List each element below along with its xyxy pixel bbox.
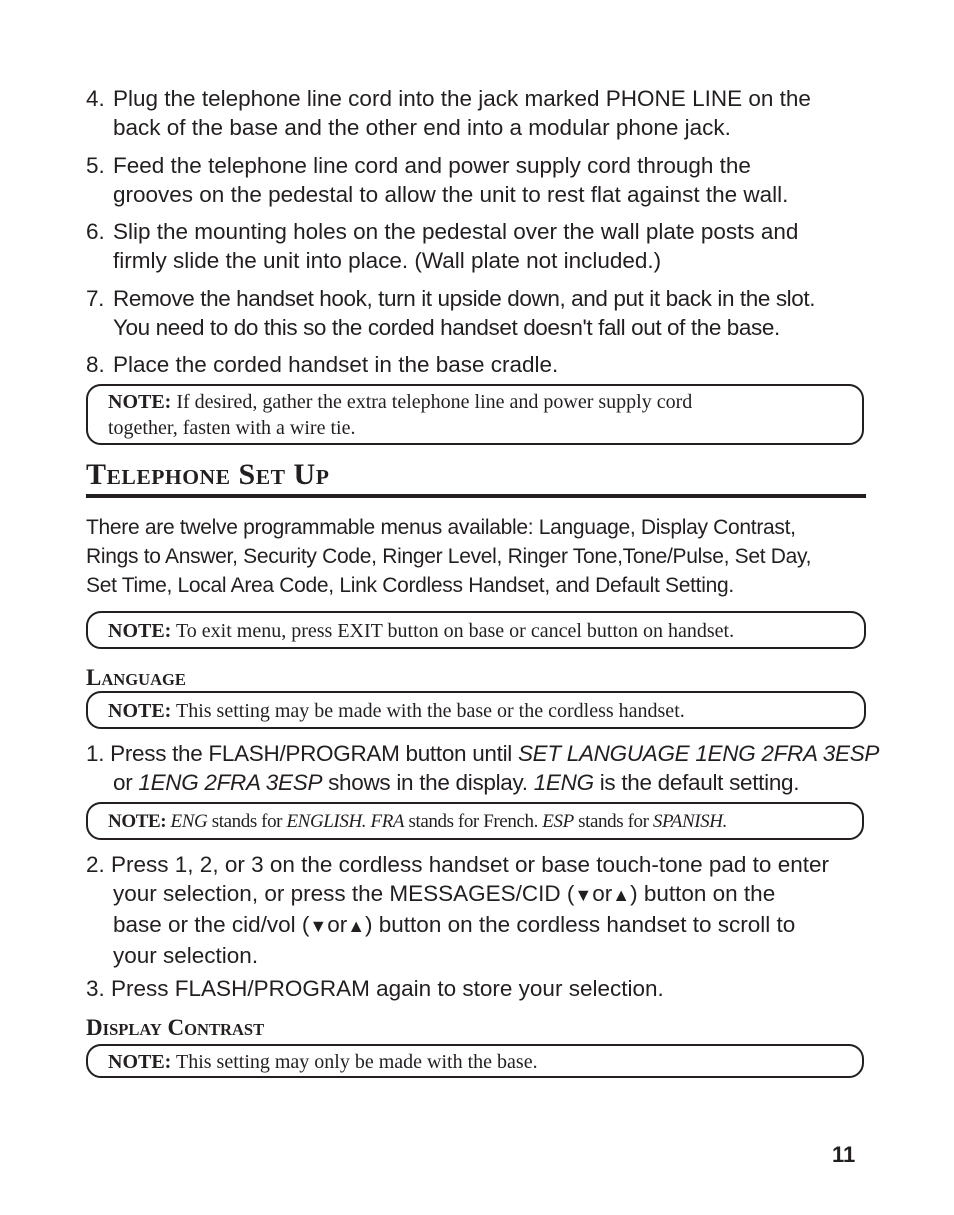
language-heading: LANGUAGE	[86, 665, 186, 690]
step-text: Place the corded handset in the base cradle.	[113, 352, 559, 377]
step-5	[86, 151, 886, 209]
step-text: firmly slide the unit into place. (Wall plate not included.)	[113, 248, 662, 273]
step-text: You need to do this so the corded handset doesn't fall out of the base.	[113, 315, 780, 340]
up-arrow-icon: ▲	[612, 885, 631, 905]
note-text: To exit menu, press EXIT button on base or cancel button on handset.	[175, 620, 735, 642]
note-label: NOTE:	[108, 700, 172, 722]
up-arrow-icon: ▲	[347, 916, 366, 936]
step-4	[86, 84, 886, 142]
note-box: NOTE: ENG stands for ENGLISH. FRA stands for French. ESP stands for SPANISH.	[86, 802, 864, 840]
note-label: NOTE:	[108, 1051, 172, 1073]
note-box	[86, 611, 866, 649]
step-text: Remove the handset hook, turn it upside down, and put it back in the slot.	[113, 286, 816, 311]
section-title: TELEPHONE SET UP	[86, 458, 866, 498]
note-text: This setting may be made with the base or the cordless handset.	[175, 700, 685, 722]
step-number: 8.	[86, 352, 105, 377]
down-arrow-icon: ▼	[309, 916, 328, 936]
note-box	[86, 384, 864, 445]
intro-paragraph: There are twelve programmable menus available: Language, Display Contrast, Rings to Answer, Security Code, Ringer Level, Ringer Tone,Tone/Pulse, Set Day, Set Time, Local Area Code, Link Cordless Handset, and Default Setting.	[86, 516, 812, 597]
step-number: 7.	[86, 286, 104, 311]
note-text: This setting may only be made with the base.	[175, 1051, 538, 1073]
note-box	[86, 1044, 864, 1078]
note-label: NOTE:	[108, 391, 172, 413]
display-contrast-heading: DISPLAY CONTRAST	[86, 1015, 265, 1040]
step-number: 3.	[86, 976, 105, 1001]
note-box	[86, 691, 866, 729]
down-arrow-icon: ▼	[574, 885, 593, 905]
language-step-2: 2. Press 1, 2, or 3 on the cordless handset or base touch-tone pad to enter your selection, or press the MESSAGES/CID (▼or▲) button on the base or the cid/vol (▼or▲) button on the cordless handset to scroll to your selection.	[86, 852, 829, 968]
step-text: back of the base and the other end into a modular phone jack.	[113, 115, 731, 140]
step-number: 6.	[86, 219, 105, 244]
note-label: NOTE:	[108, 620, 172, 642]
step-text: Plug the telephone line cord into the jack marked PHONE LINE on the	[113, 86, 811, 111]
page-number: 11	[832, 1142, 856, 1167]
step-number: 2.	[86, 852, 105, 877]
step-text: grooves on the pedestal to allow the unit to rest flat against the wall.	[113, 182, 789, 207]
step-7	[86, 284, 886, 342]
note-label: NOTE:	[108, 811, 167, 832]
note-text: together, fasten with a wire tie.	[108, 417, 356, 439]
step-number: 4.	[86, 86, 105, 111]
step-6	[86, 217, 886, 275]
step-text: Slip the mounting holes on the pedestal over the wall plate posts and	[113, 219, 799, 244]
note-text: If desired, gather the extra telephone line and power supply cord	[176, 391, 693, 413]
step-number: 1.	[86, 741, 105, 766]
language-step-3: 3. Press FLASH/PROGRAM again to store your selection.	[86, 976, 664, 1001]
step-text: Feed the telephone line cord and power supply cord through the	[113, 153, 751, 178]
language-step-1: 1. Press the FLASH/PROGRAM button until SET LANGUAGE 1ENG 2FRA 3ESP or 1ENG 2FRA 3ESP shows in the display. 1ENG is the default setting.	[86, 741, 880, 795]
step-number: 5.	[86, 153, 105, 178]
step-8	[86, 350, 886, 379]
